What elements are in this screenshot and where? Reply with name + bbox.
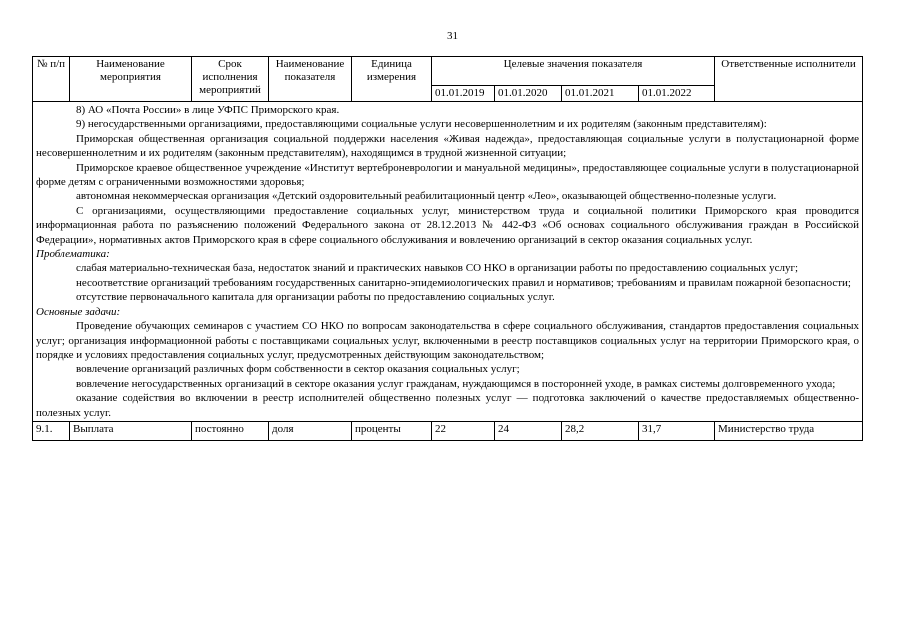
paragraph-2: 9) негосударственными организациями, предоставляющими социальные услуги несовершеннолетним и их родителям (законным представителям): [76,118,767,131]
header-date-2019: 01.01.2019 [432,86,495,102]
row-indicator: доля [269,421,352,440]
row-value-2019: 22 [432,421,495,440]
header-event: Наименование мероприятия [70,57,192,102]
row-num: 9.1. [33,421,70,440]
paragraph-13: вовлечение организаций различных форм собственности в сектор оказания социальных услуг; [76,363,520,376]
paragraph-14: вовлечение негосударственных организаций в секторе оказания услуг гражданам, нуждающимся в посторонней уходе, в рамках системы долговременного ухода; [76,377,836,390]
subheading-tasks: Основные задачи: [36,305,121,318]
table-row [33,421,863,440]
paragraph-5: автономная некоммерческая организация «Детский оздоровительный реабилитационный центр «Лео», оказывающей общественно-полезные услуги. [76,190,777,203]
paragraph-10: отсутствие первоначального капитала для организации работы по предоставлению социальных услуг. [76,291,555,304]
row-value-2020: 24 [495,421,562,440]
header-date-2022: 01.01.2022 [639,86,715,102]
paragraph-4: Приморское краевое общественное учреждение «Институт вертеброневрологии и мануальной медицины», предоставляющее социальные услуги в полустационарной форме детям с ограниченными возможностями здоровья; [36,161,860,189]
paragraph-9: несоответствие организаций требованиям государственных санитарно-эпидемиологических правил и нормативов; требованиям и правилам пожарной безопасности; [76,276,851,289]
header-responsible: Ответственные исполнители [715,57,863,102]
row-unit: проценты [352,421,432,440]
header-indicator: Наименование показателя [269,57,352,102]
header-unit: Единица измерения [352,57,432,102]
paragraph-8: слабая материально-техническая база, недостаток знаний и практических навыков СО НКО в организации работы по предоставлению социальных услуг; [76,262,799,275]
row-responsible: Министерство труда [715,421,863,440]
header-target: Целевые значения показателя [432,57,715,86]
subheading-problems: Проблематика: [36,248,110,261]
header-num: № п/п [33,57,70,102]
paragraph-15: оказание содействия во включении в реестр исполнителей общественно полезных услуг — подготовка заключений о качестве предоставляемых общественно-полезных услуг. [36,392,860,419]
paragraph-1: 8) АО «Почта России» в лице УФПС Приморского края. [76,104,340,116]
paragraph-3: Приморская общественная организация социальной поддержки населения «Живая надежда», предоставляющая социальные услуги в полустационарной форме несовершеннолетним и их родителям (законным представителям), находящимся в трудной жизненной ситуации; [36,132,860,160]
paragraph-12: Проведение обучающих семинаров с участием СО НКО по вопросам законодательства в сфере социального обслуживания, стандартов предоставления социальных услуг; организация информационной работы с поставщиками социальных услуг, включенными в реестр поставщиков социальных услуг на территории Приморского края, о порядке и условиях предоставления социальных услуг, предусмотренных действующим законодательством; [36,320,860,361]
header-term: Срок исполнения мероприятий [192,57,269,102]
row-value-2022: 31,7 [639,421,715,440]
header-date-2020: 01.01.2020 [495,86,562,102]
row-event: Выплата [70,421,192,440]
body-text-cell [33,102,863,422]
page-number: 31 [447,30,458,42]
row-term: постоянно [192,421,269,440]
row-value-2021: 28,2 [562,421,639,440]
plan-table [32,56,863,441]
paragraph-6: С организациями, осуществляющими предоставление социальных услуг, министерством труда и социальной политики Приморского края проводится информационная работа по разъяснению положений Федерального закона от 28.12.2013 № 442-ФЗ «Об основах социального обслуживания граждан в Российской Федерации», нормативных актов Приморского края в сфере социального обслуживания и вовлечению организаций в сектор оказания социальных услуг. [36,204,860,246]
header-date-2021: 01.01.2021 [562,86,639,102]
